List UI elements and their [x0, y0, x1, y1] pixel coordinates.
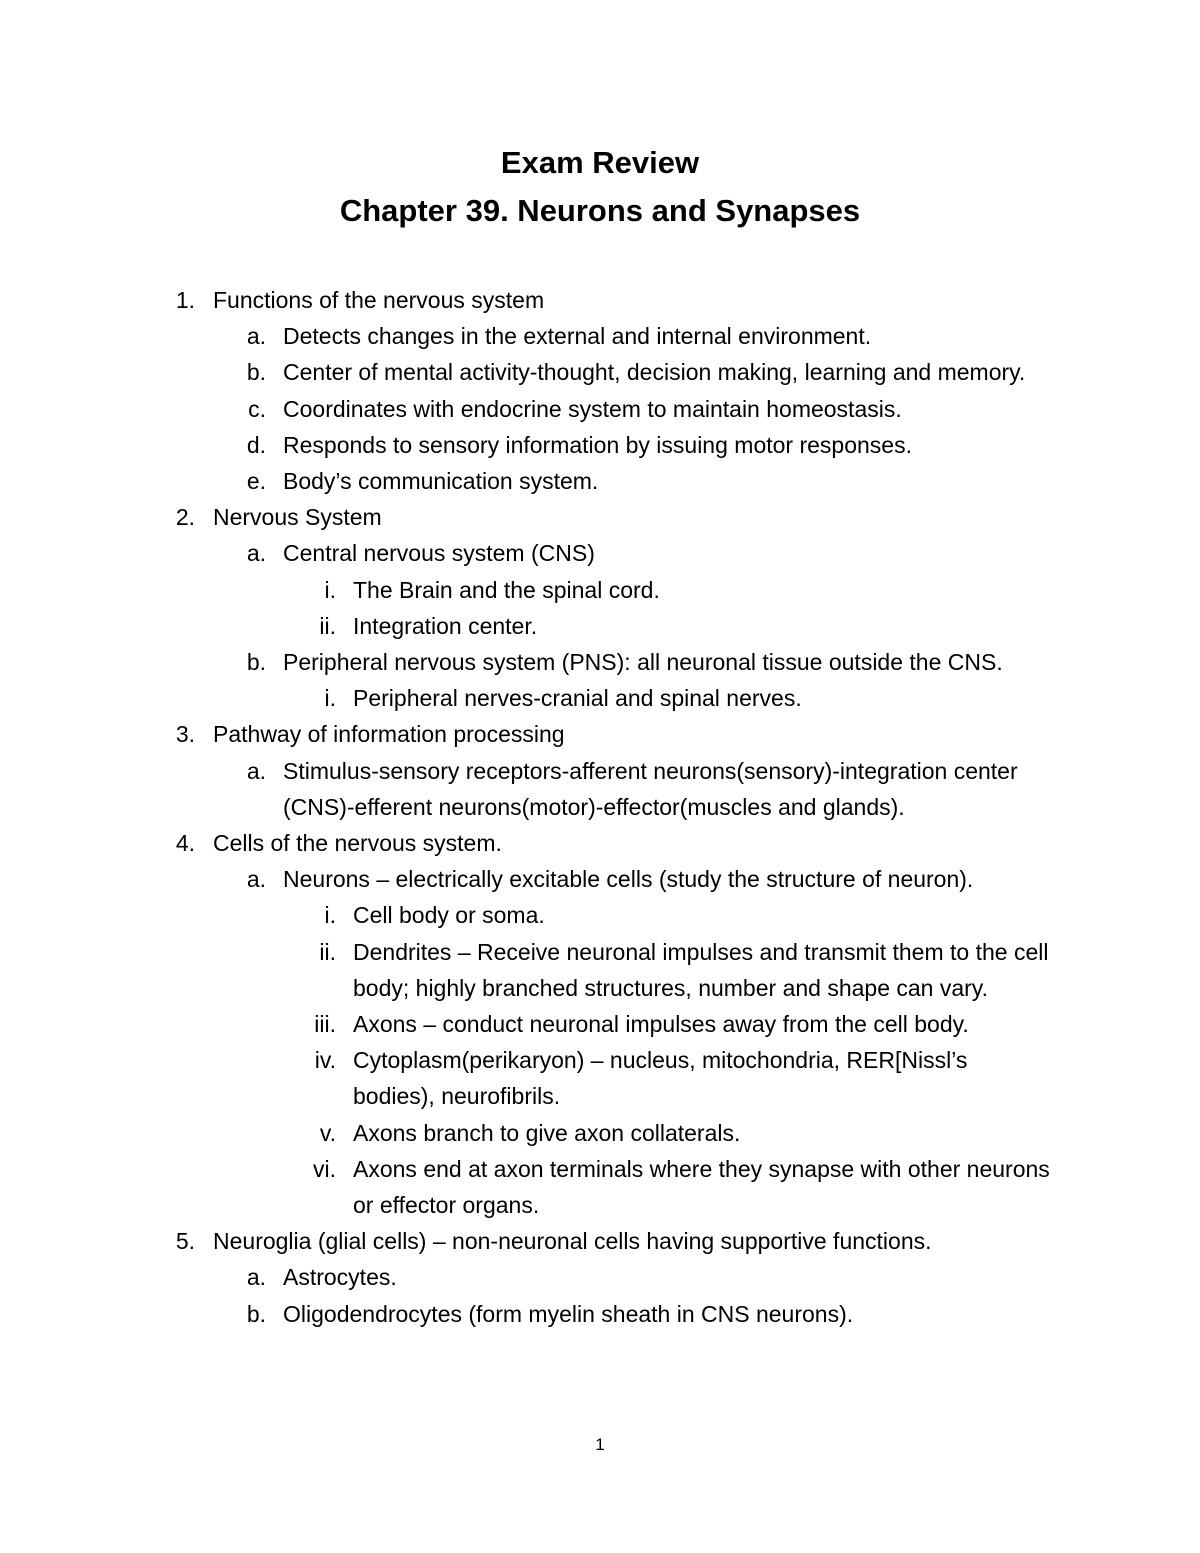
list-item-text: Axons – conduct neuronal impulses away from the cell body.: [353, 1011, 969, 1038]
outline-item-level-2: [0, 427, 1200, 463]
list-marker: vi.: [313, 1155, 336, 1182]
list-item-text: Stimulus-sensory receptors-afferent neurons(sensory)-integration center (CNS)-efferent neurons(motor)-effector(muscles and glands).: [283, 757, 1018, 820]
list-item-text: Axons branch to give axon collaterals.: [353, 1119, 741, 1146]
list-item-text: Neuroglia (glial cells) – non-neuronal cells having supportive functions.: [213, 1228, 932, 1255]
document-subtitle: Chapter 39. Neurons and Synapses: [339, 193, 861, 228]
list-marker: 3.: [175, 721, 195, 748]
outline-item-level-2: [0, 318, 1200, 354]
list-item-text: Nervous System: [213, 504, 382, 531]
outline-list: [0, 282, 1200, 1332]
outline-item-level-2: [0, 861, 1200, 897]
outline-item-level-1: [0, 282, 1200, 318]
list-marker: 2.: [175, 504, 195, 531]
list-item-text: Pathway of information processing: [213, 721, 565, 748]
list-marker: ii.: [319, 612, 336, 639]
list-item-text: Astrocytes.: [283, 1264, 397, 1291]
list-marker: i.: [324, 902, 336, 929]
list-item-text: Central nervous system (CNS): [283, 540, 595, 567]
list-marker: d.: [246, 431, 266, 458]
list-marker: b.: [246, 1300, 266, 1327]
outline-item-level-1: [0, 825, 1200, 861]
outline-item-level-2: [0, 463, 1200, 499]
document-title: Exam Review: [500, 145, 700, 180]
list-item-text: Neurons – electrically excitable cells (study the structure of neuron).: [283, 866, 974, 893]
list-item-text: Peripheral nerves-cranial and spinal nerves.: [353, 685, 802, 712]
list-item-text: Axons end at axon terminals where they synapse with other neurons or effector organs.: [353, 1155, 1050, 1219]
list-marker: i.: [324, 685, 336, 712]
list-item-text: Dendrites – Receive neuronal impulses and transmit them to the cell body; highly branched structures, number and shape can vary.: [353, 938, 1049, 1001]
list-marker: e.: [246, 468, 266, 495]
list-marker: b.: [246, 649, 266, 676]
outline-item-level-2: [0, 354, 1200, 390]
list-item-text: Center of mental activity-thought, decision making, learning and memory.: [283, 359, 1026, 386]
list-marker: c.: [248, 395, 266, 422]
list-item-text: Coordinates with endocrine system to maintain homeostasis.: [283, 395, 902, 422]
list-item-text: Oligodendrocytes (form myelin sheath in CNS neurons).: [283, 1300, 854, 1327]
outline-item-level-3: [0, 572, 1200, 608]
list-item-text: Cells of the nervous system.: [213, 830, 502, 857]
list-marker: iii.: [314, 1011, 336, 1038]
list-item-text: Cell body or soma.: [353, 902, 545, 929]
list-marker: a.: [246, 866, 266, 893]
list-marker: a.: [246, 757, 266, 784]
list-marker: iv.: [314, 1047, 336, 1074]
list-marker: 4.: [175, 830, 195, 857]
list-item-text: Cytoplasm(perikaryon) – nucleus, mitochondria, RER[Nissl’s bodies), neurofibrils.: [353, 1047, 968, 1110]
list-marker: 1.: [175, 287, 195, 313]
list-marker: 5.: [175, 1228, 195, 1255]
list-item-text: Integration center.: [353, 612, 538, 639]
list-marker: a.: [246, 323, 266, 350]
list-item-text: Peripheral nervous system (PNS): all neuronal tissue outside the CNS.: [283, 649, 1003, 676]
list-marker: a.: [246, 1264, 266, 1291]
outline-item-level-3: [0, 1042, 1200, 1114]
outline-item-level-3: [0, 680, 1200, 716]
outline-item-level-3: [0, 1115, 1200, 1151]
outline-item-level-2: [0, 644, 1200, 680]
list-marker: b.: [246, 359, 266, 386]
outline-item-level-2: [0, 391, 1200, 427]
outline-item-level-3: [0, 897, 1200, 933]
list-item-text: The Brain and the spinal cord.: [353, 576, 660, 603]
list-marker: i.: [324, 576, 336, 603]
outline-item-level-2: [0, 535, 1200, 571]
list-item-text: Functions of the nervous system: [213, 287, 545, 313]
outline-item-level-3: [0, 1006, 1200, 1042]
outline-item-level-2: [0, 1296, 1200, 1332]
outline-item-level-2: [0, 753, 1200, 825]
outline-item-level-2: [0, 1259, 1200, 1295]
list-item-text: Detects changes in the external and internal environment.: [283, 323, 872, 350]
outline-item-level-1: [0, 1223, 1200, 1259]
page-number: 1: [595, 1435, 605, 1454]
list-marker: v.: [319, 1119, 336, 1146]
list-marker: a.: [246, 540, 266, 567]
list-item-text: Body’s communication system.: [283, 468, 599, 495]
outline-item-level-3: [0, 1151, 1200, 1223]
outline-item-level-1: [0, 499, 1200, 535]
outline-item-level-3: [0, 934, 1200, 1006]
list-item-text: Responds to sensory information by issuing motor responses.: [283, 431, 912, 458]
outline-item-level-3: [0, 608, 1200, 644]
outline-item-level-1: [0, 716, 1200, 752]
list-marker: ii.: [319, 938, 336, 965]
